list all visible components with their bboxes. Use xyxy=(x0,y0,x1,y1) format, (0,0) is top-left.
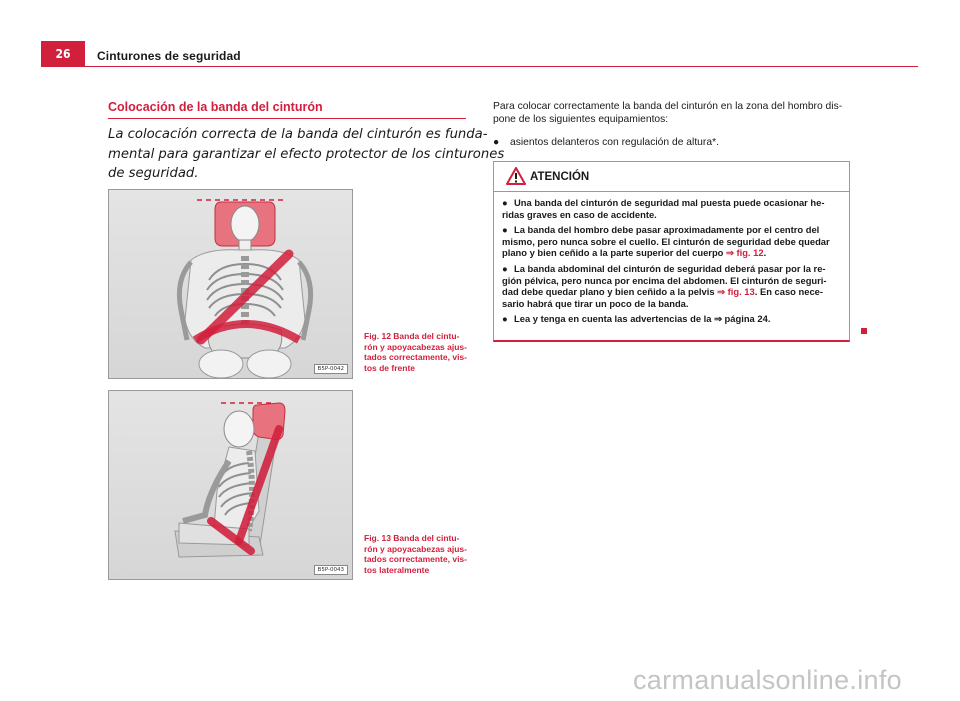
warning-text: La banda del hombro debe pasar aproximadamente por el centro del xyxy=(514,224,820,236)
head-shape xyxy=(231,206,259,242)
figure-code: B5P-0042 xyxy=(314,364,348,374)
watermark: carmanualsonline.info xyxy=(633,665,902,695)
lead-line: La colocación correcta de la banda del cinturón es funda- xyxy=(108,127,488,142)
warning-text: . En caso nece- xyxy=(754,286,823,298)
page-reference-link[interactable]: ⇒ página 24 xyxy=(714,313,768,325)
figure-reference-link[interactable]: ⇒ fig. 13 xyxy=(717,286,755,298)
warning-line xyxy=(502,263,841,275)
figure-caption xyxy=(364,533,472,575)
warning-triangle-icon xyxy=(506,167,526,185)
lead-paragraph xyxy=(108,125,505,184)
warning-text: dad debe quedar plano y bien ceñido a la pelvis xyxy=(502,286,718,298)
warning-body xyxy=(494,192,849,325)
warning-line xyxy=(502,247,841,259)
equipment-bullet xyxy=(493,137,719,148)
warning-item xyxy=(502,263,841,309)
warning-line xyxy=(502,313,841,325)
bullet-dot: ● xyxy=(502,313,508,325)
lead-line: de seguridad. xyxy=(108,166,199,181)
section-title: Colocación de la banda del cinturón xyxy=(108,100,323,114)
intro-line: Para colocar correctamente la banda del cinturón en la zona del hombro dis- xyxy=(493,101,843,112)
caption-line: Fig. 12 Banda del cintu- xyxy=(364,331,460,341)
warning-item xyxy=(502,197,841,220)
warning-text: La banda abdominal del cinturón de seguridad deberá pasar por la re- xyxy=(514,262,826,274)
bullet-dot: ● xyxy=(502,262,508,274)
front-view-illustration xyxy=(109,190,352,378)
bullet-dot: ● xyxy=(502,224,508,236)
caption-line: tos lateralmente xyxy=(364,564,430,575)
warning-item xyxy=(502,313,841,325)
head-shape xyxy=(224,411,254,447)
bullet-dot: ● xyxy=(493,137,500,148)
side-view-illustration xyxy=(109,391,352,579)
warning-item xyxy=(502,224,841,259)
left-leg xyxy=(199,350,243,378)
figure-reference-link[interactable]: ⇒ fig. 12 xyxy=(726,247,764,259)
chapter-title: Cinturones de seguridad xyxy=(97,49,241,63)
right-leg xyxy=(247,350,291,378)
lead-line: mental para garantizar el efecto protector de los cinturones xyxy=(108,146,505,162)
warning-line xyxy=(502,286,841,298)
warning-box xyxy=(493,161,850,342)
caption-line: rón y apoyacabezas ajus- xyxy=(364,341,467,352)
page-number: 26 xyxy=(55,47,71,61)
intro-line: pone de los siguientes equipamientos: xyxy=(493,113,669,125)
caption-line: rón y apoyacabezas ajus- xyxy=(364,543,467,554)
bullet-text: asientos delanteros con regulación de altura*. xyxy=(510,137,719,148)
page-number-badge xyxy=(41,41,85,67)
figure-caption xyxy=(364,331,472,373)
caption-line: tos de frente xyxy=(364,362,416,373)
bullet-dot: ● xyxy=(502,197,508,208)
warning-line: ridas graves en caso de accidente. xyxy=(502,208,657,220)
warning-line xyxy=(502,224,841,236)
caption-line: tados correctamente, vis- xyxy=(364,554,467,565)
warning-text: plano y bien ceñido a la parte superior del cuerpo xyxy=(502,247,727,259)
warning-text: . xyxy=(767,313,771,325)
figure-front-view xyxy=(108,189,353,379)
figure-code: B5P-0043 xyxy=(314,565,348,575)
warning-text: . xyxy=(763,247,767,259)
warning-text: Lea y tenga en cuenta las advertencias de la xyxy=(514,313,715,325)
figure-side-view xyxy=(108,390,353,580)
warning-line: sario habrá que tirar un poco de la banda. xyxy=(502,297,689,309)
section-end-marker xyxy=(861,328,867,334)
warning-line xyxy=(502,197,841,209)
warning-header xyxy=(494,162,849,192)
warning-line: gión pélvica, pero nunca por encima del abdomen. El cinturón de seguri- xyxy=(502,274,827,286)
section-rule xyxy=(108,118,466,119)
caption-line: Fig. 13 Banda del cintu- xyxy=(364,533,460,543)
warning-text: Una banda del cinturón de seguridad mal puesta puede ocasionar he- xyxy=(514,197,825,208)
header-rule xyxy=(85,66,918,67)
caption-line: tados correctamente, vis- xyxy=(364,352,467,363)
intro-paragraph xyxy=(493,101,853,127)
warning-line: mismo, pero nunca sobre el cuello. El cinturón de seguridad debe quedar xyxy=(502,235,830,247)
warning-title: ATENCIÓN xyxy=(530,171,590,183)
